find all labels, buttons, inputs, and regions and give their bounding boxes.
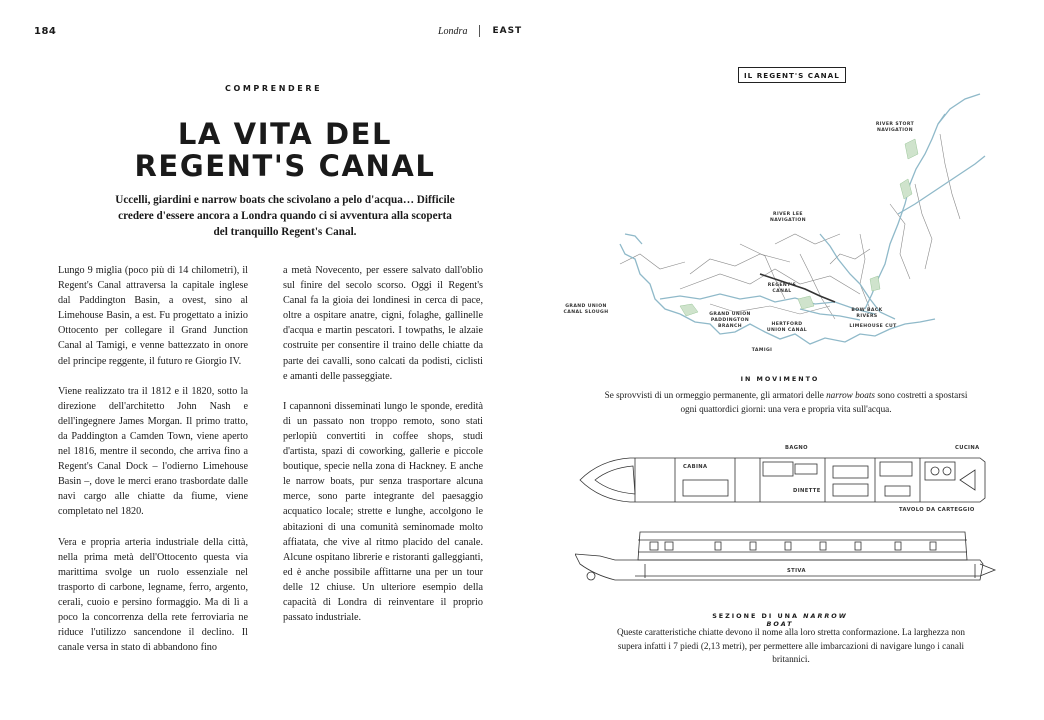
article-lede: Uccelli, giardini e narrow boats che scivolano a pelo d'acqua… Difficile credere d'essere ancora a Londra quando ci si avventura alla scoperta del tranquillo Regent's Canal. — [115, 194, 455, 238]
body-paragraph: Lungo 9 miglia (poco più di 14 chilometri), il Regent's Canal attraversa la capitale inglese dal Paddington Basin, a ovest, sino al Limehouse Basin, a est. Fu progettato a inizio Ottocento per collegare il Grand Junction Canal al Tamigi, e venne battezzato in onore del principe reggente, il futuro re Giorgio IV. — [58, 265, 248, 367]
map-label-hertford: HERTFORD UNION CANAL — [766, 322, 808, 333]
map-label-river-stort: RIVER STORT NAVIGATION — [875, 122, 915, 133]
caption-text-movement — [596, 389, 976, 416]
map-title-box: IL REGENT'S CANAL — [738, 67, 846, 83]
caption-text-movement-italic: narrow boats — [826, 390, 876, 400]
section-kicker: COMPRENDERE — [225, 84, 323, 93]
caption-text-section: Queste caratteristiche chiatte devono il nome alla loro stretta conformazione. La larghezza non supera infatti i 7 piedi (2,13 metri), per permettere alle imbarcazioni di navigare lungo i canali britannici. — [616, 627, 966, 664]
body-paragraph: a metà Novecento, per essere salvato dall'oblio sul finire del secolo scorso. Oggi il Regent's Canal fa la gioia dei londinesi in cerca di pace, oltre a ospitare anatre, cigni, folaghe, gallinelle d'acqua e martin pescatori. I towpaths, le alzaie costruite per consentire il traino delle chiatte da parte dei cavalli, sono calcati da podisti, ciclisti e amanti delle passeggiate. — [283, 265, 483, 382]
boat-plan-view — [575, 440, 1005, 520]
boat-label-bagno: BAGNO — [785, 445, 808, 451]
caption-text-movement-part-2: sono costretti a spostarsi ogni quattordici giorni: una vera e propria vita sull'acqua. — [680, 390, 968, 414]
article-title — [100, 118, 470, 182]
map-label-bow-back: BOW BACK RIVERS — [851, 308, 883, 319]
map-label-limehouse-cut: LIMEHOUSE CUT — [849, 324, 897, 329]
map-label-regents-canal: REGENT'S CANAL — [767, 283, 797, 294]
boat-label-cabina: CABINA — [683, 464, 708, 470]
article-title-line-1: LA VITA DEL — [177, 117, 393, 151]
map-label-river-lee: RIVER LEE NAVIGATION — [770, 212, 806, 223]
body-paragraph: Viene realizzato tra il 1812 e il 1820, sotto la direzione dell'architetto John Nash e dell'ingegnere James Morgan. Il primo tratto, da Paddington a Camden Town, viene aperto nel 1816, mentre il secondo, che arriva fino a Regent's Canal Dock – l'odierno Limehouse Basin –, dove le merci erano trasbordate dalle navi cargo alle chiatte da fiume, viene completato nel 1820. — [58, 385, 248, 518]
running-head-divider — [479, 25, 480, 37]
boat-label-cucina: CUCINA — [955, 445, 980, 451]
map-label-grand-union-slough: GRAND UNION CANAL SLOUGH — [563, 304, 609, 315]
running-head — [438, 25, 522, 37]
caption-title-movement: IN MOVIMENTO — [740, 375, 820, 383]
page-number: 184 — [34, 26, 57, 37]
caption-title-section-part-1: SEZIONE DI UNA — [712, 612, 804, 620]
canal-map — [560, 84, 1020, 374]
boat-side-drawing — [575, 520, 1005, 592]
running-head-section: EAST — [492, 26, 523, 36]
running-head-city: Londra — [438, 25, 468, 37]
boat-label-dinette: DINETTE — [793, 488, 821, 494]
body-column-2 — [283, 263, 483, 640]
caption-title-section-italic: NARROW BOAT — [766, 612, 848, 628]
body-paragraph: I capannoni disseminati lungo le sponde, eredità di un passato non troppo remoto, sono stati perlopiù convertiti in coffee shops, studi d'artista, spazi di coworking, gallerie e piccole boutique, specie nella zona di Hackney. E anche le narrow boats, pur senza trasportare alcuna merce, sono parte integrante del paesaggio acquatico locale; strette e lunghe, accolgono le abitazioni di una comunità seminomade molto affiatata, che vive al ritmo placido del canale. Alcune ospitano librerie e ristoranti galleggianti, ed è anche possibile affittarne una per un tour delle 12 chiuse. Un ulteriore esempio della capacità di Londra di reinventare il proprio passato industriale. — [283, 400, 483, 624]
boat-label-tavolo: TAVOLO DA CARTEGGIO — [899, 507, 975, 513]
body-column-1 — [58, 263, 248, 670]
boat-label-stiva: STIVA — [787, 568, 806, 574]
caption-text-movement-part-1: Se sprovvisti di un ormeggio permanente, gli armatori delle — [604, 390, 827, 400]
map-label-grand-union-paddington: GRAND UNION PADDINGTON BRANCH — [709, 312, 751, 329]
body-paragraph: Vera e propria arteria industriale della città, nella prima metà dell'Ottocento questa via marittima svolge un ruolo essenziale nel trasporto di carbone, legname, ferro, argento, cerali, cuoio e persino formaggio. Ma di lì a poco la concorrenza della rete ferroviaria ne riduce l'utilizzo sancendone il declino. Il canale versa in stato di abbandono fino — [58, 536, 248, 654]
boat-side-view — [575, 520, 1005, 592]
article-title-line-2: REGENT'S CANAL — [134, 149, 436, 183]
map-label-tamigi: TAMIGI — [751, 348, 773, 353]
